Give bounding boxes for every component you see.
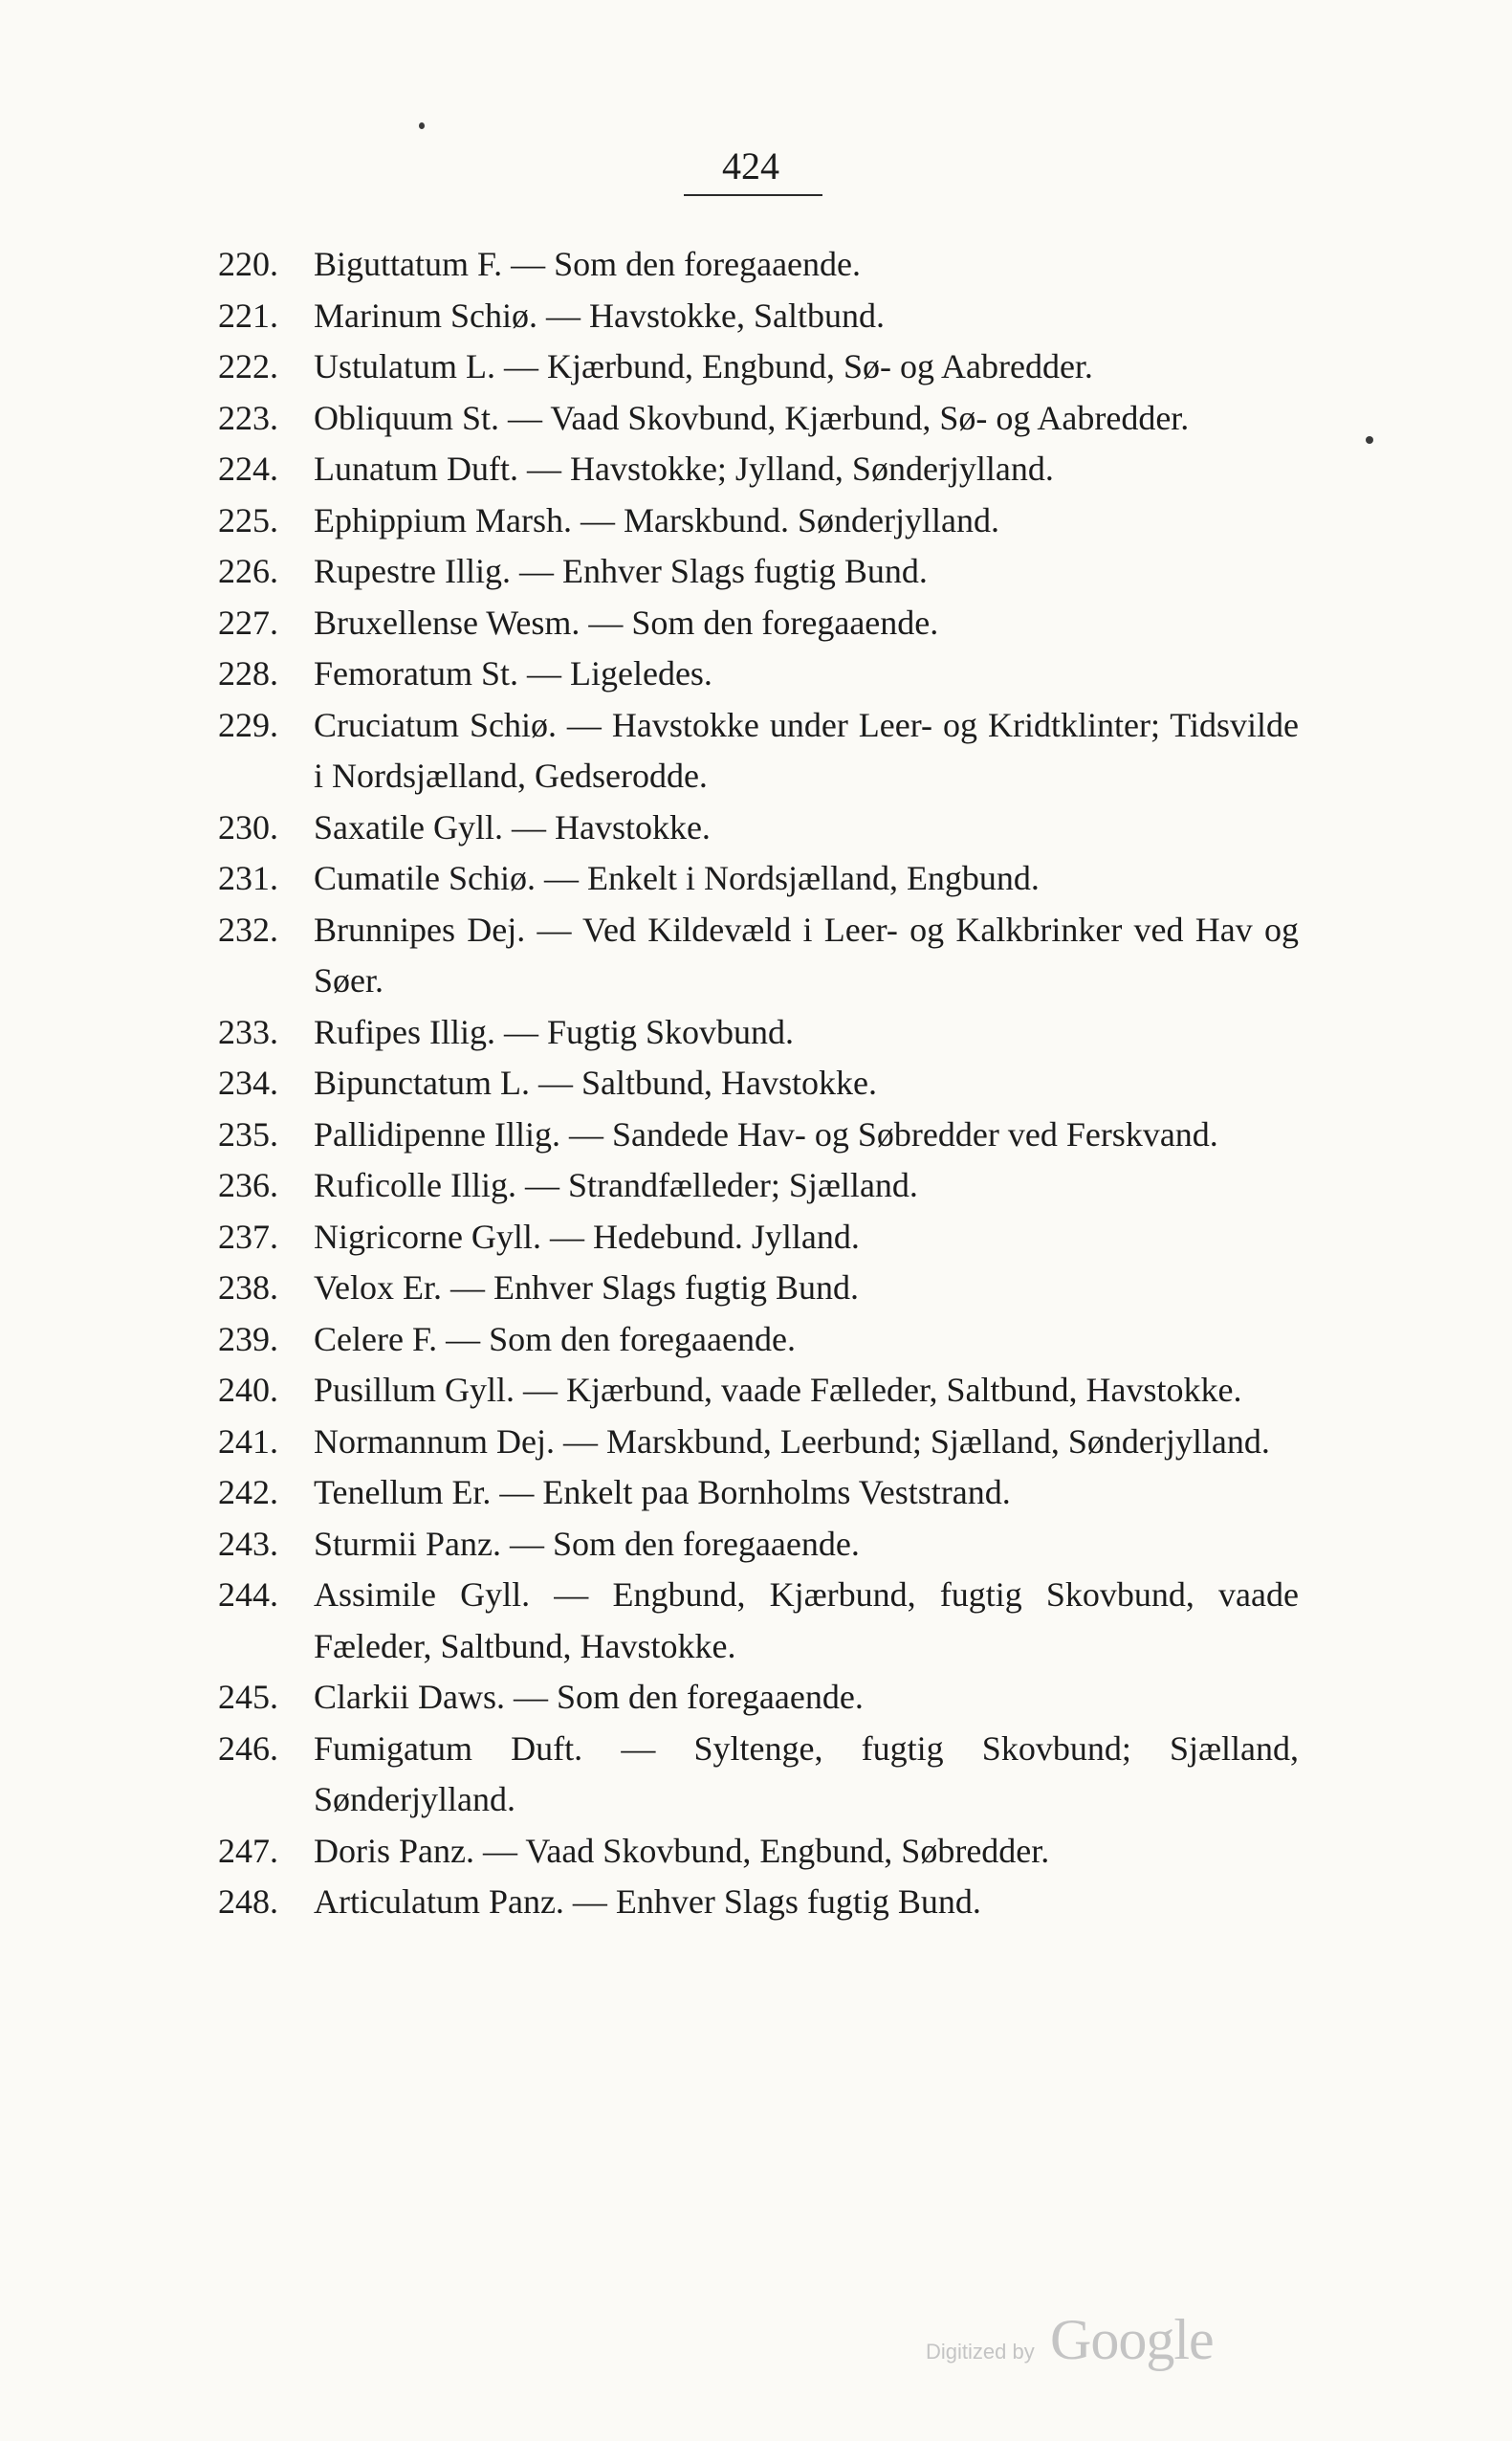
entry-number: 243. [218, 1524, 278, 1563]
entry-number: 241. [218, 1421, 278, 1461]
entry-text: Bruxellense Wesm. — Som den foregaaende. [314, 603, 939, 642]
entry-text: Normannum Dej. — Marskbund, Leerbund; Sjælland, Sønderjylland. [314, 1421, 1270, 1461]
entry-number: 246. [218, 1728, 278, 1768]
digitized-by-google-watermark [926, 2296, 1251, 2382]
species-entry [218, 853, 1299, 905]
entry-text: Ephippium Marsh. — Marskbund. Sønderjylland. [314, 500, 999, 539]
species-entry [218, 1417, 1299, 1468]
entry-number: 233. [218, 1012, 278, 1051]
entry-text: Rupestre Illig. — Enhver Slags fugtig Bund. [314, 552, 928, 590]
entry-text: Fumigatum Duft. — Syltenge, fugtig Skovbund; Sjælland, Sønderjylland. [314, 1728, 1299, 1818]
ink-speck [419, 122, 425, 129]
entry-text: Obliquum St. — Vaad Skovbund, Kjærbund, Sø- og Aabredder. [314, 398, 1190, 437]
species-entry [218, 700, 1299, 803]
page-number-rule [684, 194, 822, 196]
species-entry [218, 1724, 1299, 1826]
entry-number: 248. [218, 1882, 278, 1921]
entry-text: Articulatum Panz. — Enhver Slags fugtig Bund. [314, 1882, 981, 1921]
entry-number: 225. [218, 500, 278, 539]
entry-text: Brunnipes Dej. — Ved Kildevæld i Leer- og Kalkbrinker ved Hav og Søer. [314, 910, 1299, 1000]
entry-number: 223. [218, 398, 278, 437]
species-entry [218, 1110, 1299, 1161]
entry-text: Nigricorne Gyll. — Hedebund. Jylland. [314, 1217, 860, 1256]
entry-number: 235. [218, 1114, 278, 1154]
entry-number: 221. [218, 296, 278, 335]
entry-text: Tenellum Er. — Enkelt paa Bornholms Veststrand. [314, 1473, 1011, 1511]
entry-text: Cruciatum Schiø. — Havstokke under Leer- og Kridtklinter; Tidsvilde i Nordsjælland, Gedserodde. [314, 705, 1299, 795]
species-entry [218, 1877, 1299, 1928]
entry-text: Celere F. — Som den foregaaende. [314, 1319, 796, 1358]
entry-number: 232. [218, 910, 278, 949]
ink-speck [1366, 436, 1373, 444]
entry-text: Doris Panz. — Vaad Skovbund, Engbund, Søbredder. [314, 1831, 1050, 1870]
entry-number: 240. [218, 1371, 278, 1409]
entry-number: 234. [218, 1064, 278, 1102]
species-entry [218, 803, 1299, 854]
entry-text: Pallidipenne Illig. — Sandede Hav- og Søbredder ved Ferskvand. [314, 1114, 1218, 1154]
entry-text: Cumatile Schiø. — Enkelt i Nordsjælland, Engbund. [314, 859, 1040, 897]
watermark-prefix: Digitized by [926, 2340, 1035, 2364]
species-entry [218, 1160, 1299, 1212]
entry-text: Biguttatum F. — Som den foregaaende. [314, 245, 862, 283]
entry-text: Velox Er. — Enhver Slags fugtig Bund. [314, 1268, 859, 1307]
google-logo: Google [1050, 2308, 1214, 2371]
entry-text: Ustulatum L. — Kjærbund, Engbund, Sø- og Aabredder. [314, 347, 1093, 385]
entry-number: 226. [218, 552, 278, 590]
entry-number: 244. [218, 1575, 278, 1614]
entry-text: Rufipes Illig. — Fugtig Skovbund. [314, 1012, 795, 1051]
species-entry [218, 1058, 1299, 1110]
species-entry [218, 649, 1299, 700]
entry-number: 237. [218, 1217, 278, 1256]
entry-text: Bipunctatum L. — Saltbund, Havstokke. [314, 1064, 877, 1102]
species-entry [218, 444, 1299, 495]
entry-text: Femoratum St. — Ligeledes. [314, 654, 712, 693]
species-entry [218, 341, 1299, 393]
entry-number: 220. [218, 245, 278, 283]
entry-text: Assimile Gyll. — Engbund, Kjærbund, fugtig Skovbund, vaade Fæleder, Saltbund, Havstokke. [314, 1575, 1299, 1665]
species-entry [218, 1365, 1299, 1417]
entry-number: 238. [218, 1268, 278, 1307]
entry-number: 236. [218, 1166, 278, 1204]
species-entry [218, 393, 1299, 445]
species-entry [218, 1007, 1299, 1059]
entry-text: Lunatum Duft. — Havstokke; Jylland, Sønderjylland. [314, 450, 1054, 488]
entry-number: 231. [218, 859, 278, 897]
entry-number: 245. [218, 1678, 278, 1716]
entry-number: 247. [218, 1831, 278, 1870]
species-entry [218, 239, 1299, 291]
entry-number: 222. [218, 347, 278, 385]
species-entry [218, 1314, 1299, 1366]
page-number: 424 [722, 144, 779, 187]
species-entry [218, 1519, 1299, 1571]
entry-text: Sturmii Panz. — Som den foregaaende. [314, 1524, 860, 1563]
species-entry [218, 495, 1299, 547]
entry-text: Clarkii Daws. — Som den foregaaende. [314, 1678, 864, 1716]
species-entry [218, 546, 1299, 598]
entry-text: Ruficolle Illig. — Strandfælleder; Sjælland. [314, 1166, 918, 1204]
entry-number: 229. [218, 705, 278, 744]
species-entry [218, 905, 1299, 1007]
entry-number: 227. [218, 603, 278, 642]
entry-number: 239. [218, 1319, 278, 1358]
species-entry [218, 1212, 1299, 1264]
entry-number: 224. [218, 450, 278, 488]
species-entry [218, 1570, 1299, 1672]
entry-number: 228. [218, 654, 278, 693]
species-entry [218, 1263, 1299, 1314]
entry-text: Pusillum Gyll. — Kjærbund, vaade Fælleder, Saltbund, Havstokke. [314, 1371, 1242, 1409]
species-entry [218, 598, 1299, 649]
species-entry [218, 1467, 1299, 1519]
species-entry [218, 1826, 1299, 1878]
species-entry [218, 1672, 1299, 1724]
species-entry [218, 291, 1299, 342]
entry-number: 242. [218, 1473, 278, 1511]
entry-text: Saxatile Gyll. — Havstokke. [314, 807, 711, 847]
species-list [218, 239, 1299, 1928]
entry-text: Marinum Schiø. — Havstokke, Saltbund. [314, 296, 885, 335]
entry-number: 230. [218, 807, 278, 847]
